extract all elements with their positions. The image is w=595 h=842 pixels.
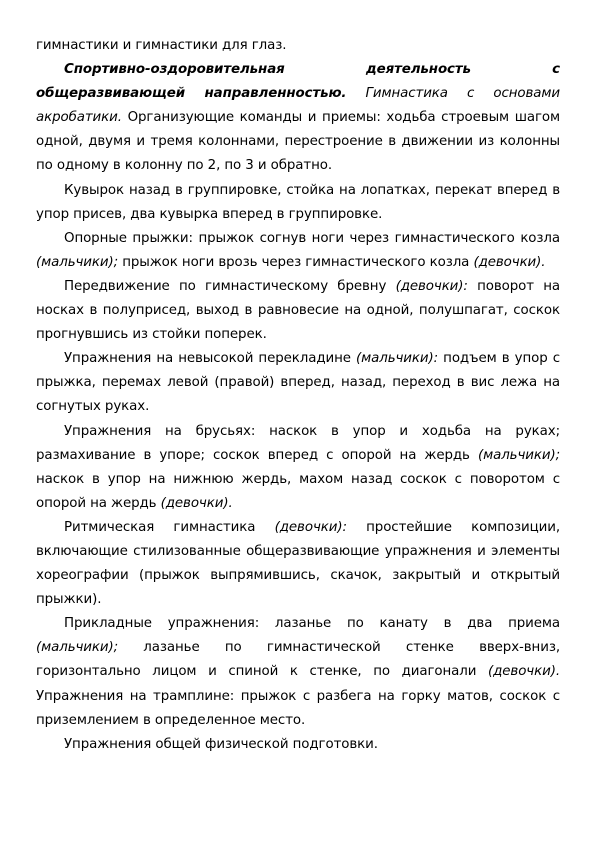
paragraph	[36, 275, 560, 347]
body-text: Кувырок назад в группировке, стойка на лопатках, перекат вперед в упор присев, два кувырка вперед в группировке.	[36, 182, 560, 222]
italic-text: (мальчики);	[36, 640, 119, 656]
document-body	[36, 34, 560, 757]
body-text: Упражнения общей физической подготовки.	[64, 736, 378, 752]
paragraph	[36, 227, 560, 275]
body-text: простейшие композиции, включающие стилизованные общеразвивающие упражнения и элементы хореографии (прыжок выпрямившись, скачок, закрытый и открытый прыжки).	[36, 519, 560, 608]
paragraph	[36, 733, 560, 757]
paragraph	[36, 612, 560, 732]
body-text	[346, 86, 365, 101]
body-text: Упражнения на невысокой перекладине	[64, 351, 357, 367]
paragraph	[36, 516, 560, 612]
paragraph	[36, 420, 560, 516]
paragraph	[36, 347, 560, 419]
paragraph	[36, 58, 560, 178]
italic-text: (девочки):	[274, 519, 347, 535]
body-text: прыжок ноги врозь через гимнастического козла	[118, 254, 474, 270]
body-text: гимнастики и гимнастики для глаз.	[36, 38, 287, 53]
body-text: поворот на носках в полуприсед, выход в равновесие на одной, полушпагат, соскок прогнувшись из стойки поперек.	[36, 278, 560, 343]
body-text: лазанье по гимнастической стенке вверх-вниз, горизонтально лицом и спиной к стенке, по диагонали	[36, 640, 560, 680]
italic-text: (девочки).	[160, 495, 233, 511]
body-text: Прикладные упражнения: лазанье по канату в два приема	[64, 616, 560, 632]
italic-text: (девочки).	[488, 664, 560, 680]
italic-text: Гимнастика с основами акробатики.	[36, 86, 560, 126]
section-heading: Спортивно-оздоровительная деятельность с общеразвивающей направленностью.	[36, 62, 560, 102]
body-text: подъем в упор с прыжка, перемах левой (правой) вперед, назад, переход в вис лежа на согнутых руках.	[36, 351, 560, 415]
italic-text: (мальчики):	[356, 351, 439, 367]
body-text: Передвижение по гимнастическому бревну	[64, 278, 396, 294]
body-text: Опорные прыжки: прыжок согнув ноги через гимнастического козла	[64, 230, 560, 246]
italic-text: (девочки).	[473, 254, 546, 270]
paragraph	[36, 179, 560, 227]
body-text: Ритмическая гимнастика	[64, 519, 275, 535]
body-text: наскок в упор на нижнюю жердь, махом назад соскок с поворотом с опорой на жердь	[36, 471, 560, 511]
body-text: Организующие команды и приемы: ходьба строевым шагом одной, двумя и тремя колоннами, перестроение в движении из колонны по одному в колонну по 2, по 3 и обратно.	[36, 110, 560, 174]
italic-text: (мальчики);	[36, 254, 119, 270]
paragraph	[36, 34, 560, 58]
body-text: Упражнения на трамплине: прыжок с разбега на горку матов, соскок с приземлением в определенное место.	[36, 688, 560, 728]
body-text: Упражнения на брусьях: наскок в упор и ходьба на руках; размахивание в упоре; соскок вперед с опорой на жердь	[36, 423, 560, 463]
italic-text: (мальчики);	[477, 447, 560, 463]
italic-text: (девочки):	[395, 278, 468, 294]
